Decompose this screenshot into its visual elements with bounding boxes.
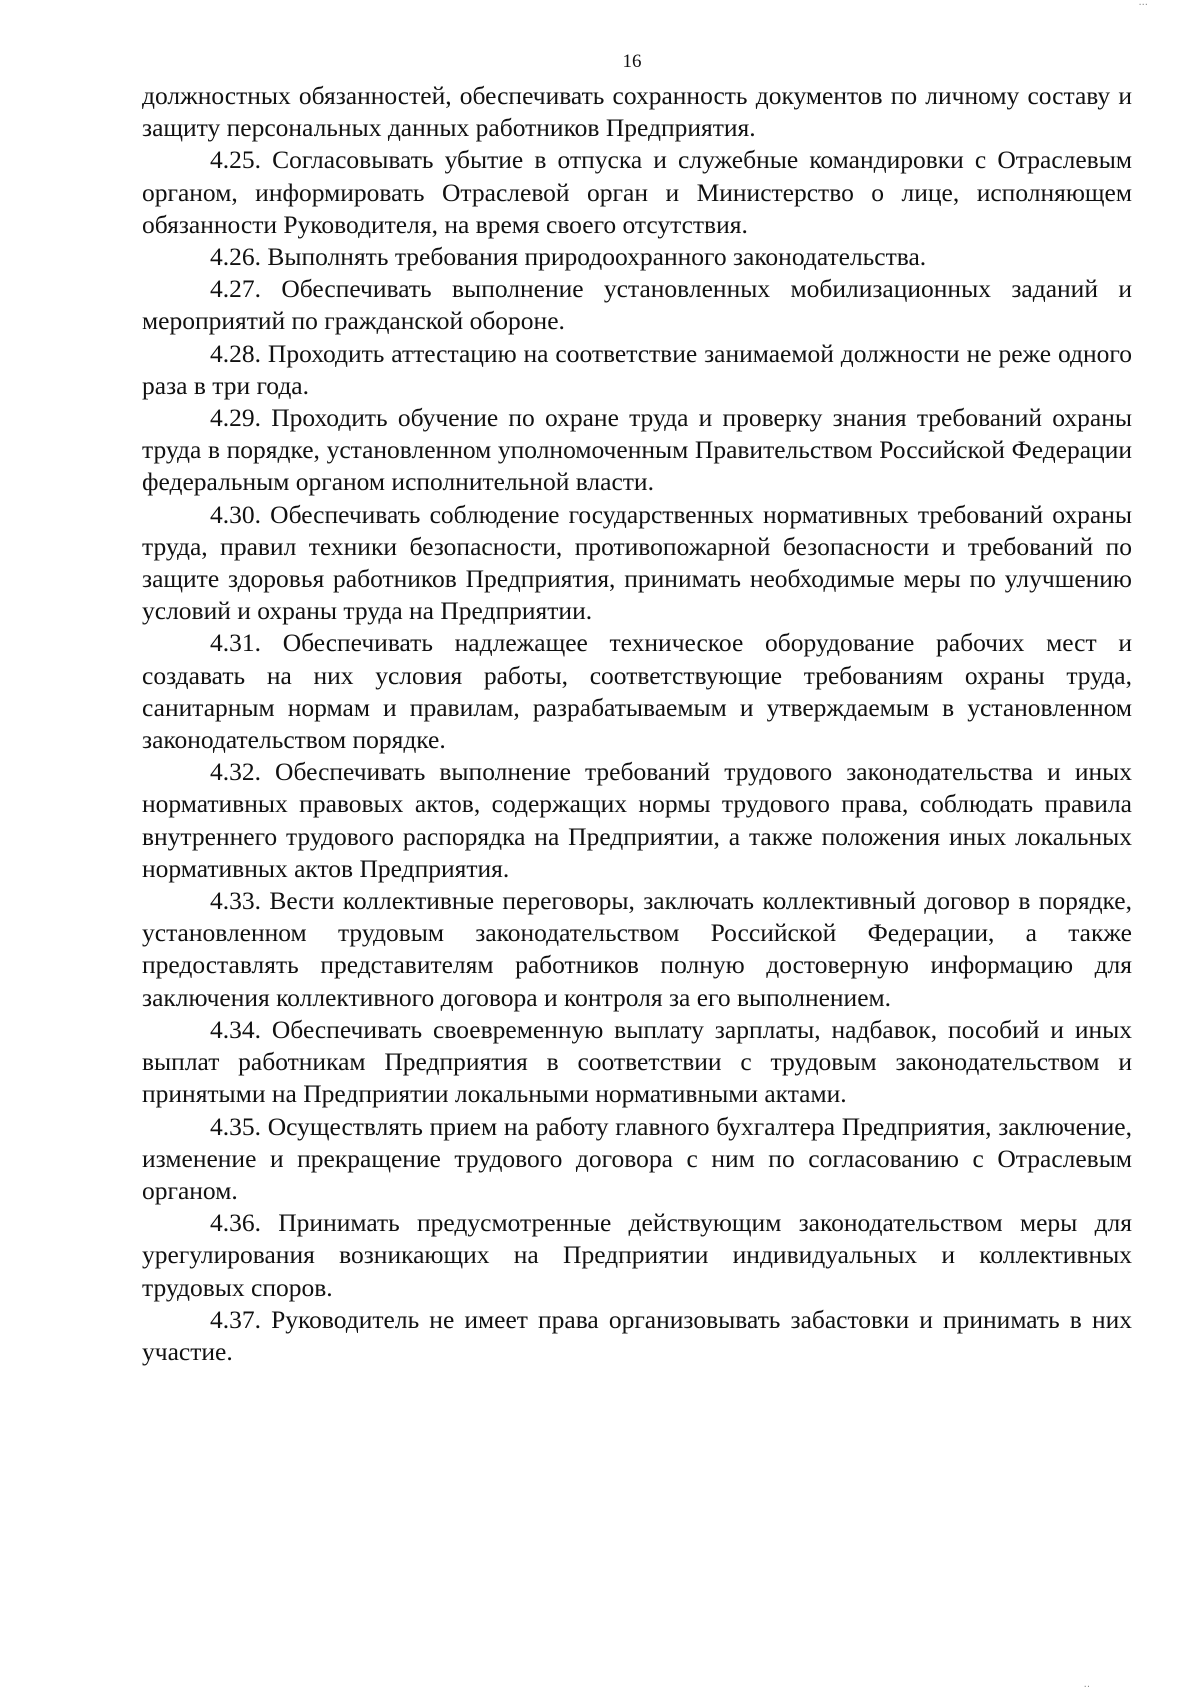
scan-artifact-bottom: ‧‧	[1083, 1682, 1090, 1693]
page-number: 16	[622, 51, 642, 72]
paragraph-4-29: 4.29. Проходить обучение по охране труда и проверку знания требований охраны труда в порядке, установленном уполномоченным Правительством Российской Федерации федеральным органом исполнительной власти.	[142, 403, 1132, 497]
paragraph-4-32: 4.32. Обеспечивать выполнение требований трудового законодательства и иных нормативных правовых актов, содержащих нормы трудового права, соблюдать правила внутреннего трудового распорядка на Предприятии, а также положения иных локальных нормативных актов Предприятия.	[142, 757, 1132, 883]
paragraph-4-33: 4.33. Вести коллективные переговоры, заключать коллективный договор в порядке, установленном трудовым законодательством Российской Федерации, а также предоставлять представителям работников полную достоверную информацию для заключения коллективного договора и контроля за его выполнением.	[142, 886, 1132, 1012]
paragraph-4-28: 4.28. Проходить аттестацию на соответствие занимаемой должности не реже одного раза в три года.	[142, 338, 1132, 400]
paragraph-4-37: 4.37. Руководитель не имеет права организовывать забастовки и принимать в них участие.	[142, 1304, 1132, 1366]
scan-artifact-top: ‧‧‧	[1138, 0, 1148, 11]
paragraph-4-36: 4.36. Принимать предусмотренные действующим законодательством меры для урегулирования возникающих на Предприятии индивидуальных и коллективных трудовых споров.	[142, 1208, 1132, 1302]
paragraph-4-35: 4.35. Осуществлять прием на работу главного бухгалтера Предприятия, заключение, изменение и прекращение трудового договора с ним по согласованию с Отраслевым органом.	[142, 1111, 1132, 1205]
document-body	[142, 80, 1132, 1368]
paragraph-continuation: должностных обязанностей, обеспечивать сохранность документов по личному составу и защиту персональных данных работников Предприятия.	[142, 81, 1132, 143]
paragraph-4-27: 4.27. Обеспечивать выполнение установленных мобилизационных заданий и мероприятий по гражданской обороне.	[142, 274, 1132, 336]
paragraph-4-31: 4.31. Обеспечивать надлежащее техническое оборудование рабочих мест и создавать на них условия работы, соответствующие требованиям охраны труда, санитарным нормам и правилам, разрабатываемым и утверждаемым в установленном законодательством порядке.	[142, 628, 1132, 755]
paragraph-4-25: 4.25. Согласовывать убытие в отпуска и служебные командировки с Отраслевым органом, информировать Отраслевой орган и Министерство о лице, исполняющем обязанности Руководителя, на время своего отсутствия.	[142, 145, 1132, 239]
paragraph-4-26: 4.26. Выполнять требования природоохранного законодательства.	[210, 242, 927, 272]
paragraph-4-34: 4.34. Обеспечивать своевременную выплату зарплаты, надбавок, пособий и иных выплат работникам Предприятия в соответствии с трудовым законодательством и принятыми на Предприятии локальными нормативными актами.	[142, 1014, 1132, 1109]
paragraph-4-30: 4.30. Обеспечивать соблюдение государственных нормативных требований охраны труда, правил техники безопасности, противопожарной безопасности и требований по защите здоровья работников Предприятия, принимать необходимые меры по улучшению условий и охраны труда на Предприятии.	[142, 499, 1132, 626]
